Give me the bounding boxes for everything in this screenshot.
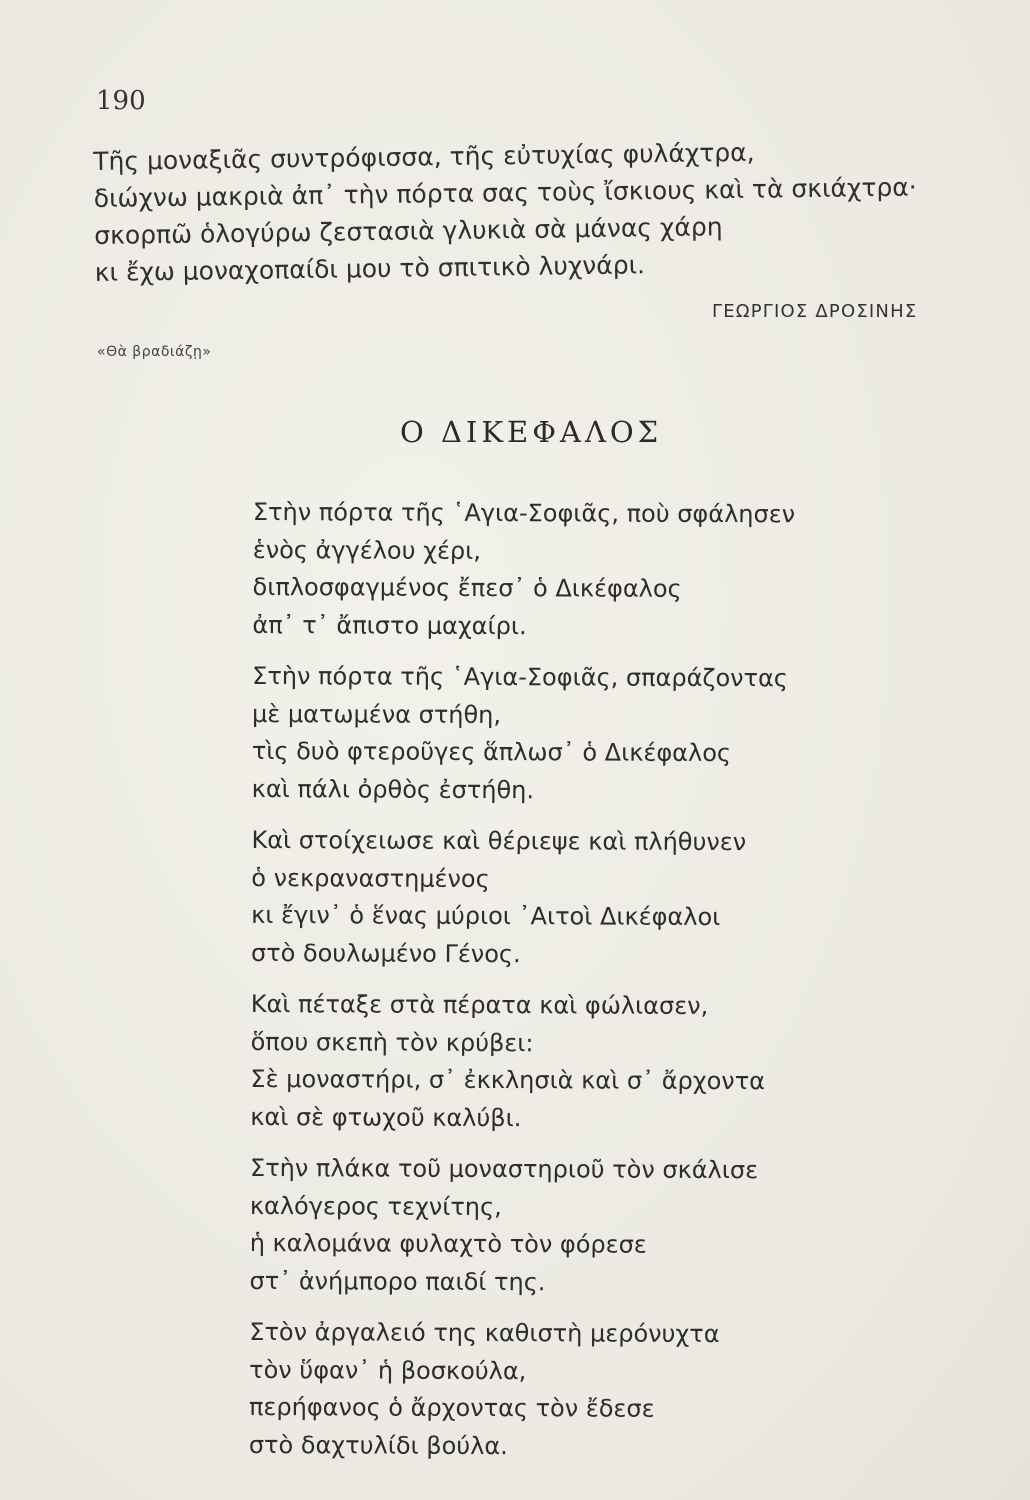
poem-body — [249, 494, 953, 1481]
verse-line: Στὴν πόρτα τῆς ῾Αγια-Σοφιᾶς, ποὺ σφάλησεν — [252, 497, 796, 529]
verse-line: μὲ ματωμένα στήθη, — [251, 699, 502, 729]
verse-line: Στὴν πλάκα τοῦ μοναστηριοῦ τὸν σκάλισε — [249, 1153, 759, 1185]
previous-poem-ending — [93, 132, 918, 291]
verse-line: στ᾿ ἀνήμπορο παιδί της. — [249, 1266, 546, 1296]
poem-title: Ο ΔΙΚΕΦΑΛΟΣ — [400, 415, 663, 449]
stanza — [249, 1314, 950, 1467]
stanza — [252, 494, 953, 647]
page-number: 190 — [96, 86, 146, 116]
previous-poem-line: σκορπῶ ὁλογύρω ζεστασιὰ γλυκιὰ σὰ μάνας χάρη — [94, 212, 723, 250]
verse-line: τὶς δυὸ φτεροῦγες ἅπλωσ᾿ ὁ Δικέφαλος — [251, 736, 732, 768]
verse-line: τὸν ὕφαν᾿ ἡ βοσκούλα, — [249, 1355, 527, 1385]
author-signature: ΓΕΩΡΓΙΟΣ ΔΡΟΣΙΝΗΣ — [712, 301, 918, 322]
verse-line: Σὲ μοναστήρι, σ᾿ ἐκκλησιὰ καὶ σ᾿ ἄρχοντα — [250, 1064, 766, 1096]
verse-line: κι ἔγιν᾿ ὁ ἕνας μύριοι ᾿Αιτοὶ Δικέφαλοι — [251, 900, 721, 932]
verse-line: καὶ πάλι ὀρθὸς ἐστήθη. — [251, 774, 535, 804]
previous-poem-line: διώχνω μακριὰ ἀπ᾿ τὴν πόρτα σας τοὺς ἴσκιους καὶ τὰ σκιάχτρα· — [93, 172, 917, 213]
verse-line: καὶ σὲ φτωχοῦ καλύβι. — [250, 1102, 522, 1132]
verse-line: Στὸν ἀργαλειό της καθιστὴ μερόνυχτα — [249, 1317, 720, 1349]
previous-poem-line: κι ἔχω μοναχοπαίδι μου τὸ σπιτικὸ λυχνάρι. — [94, 250, 646, 287]
stanza — [252, 658, 953, 811]
verse-line: ἡ καλομάνα φυλαχτὸ τὸν φόρεσε — [249, 1228, 647, 1259]
stanza — [251, 822, 952, 975]
verse-line: καλόγερος τεχνίτης, — [249, 1191, 502, 1221]
source-reference: «Θὰ βραδιάζῃ» — [97, 344, 212, 360]
verse-line: ἑνὸς ἀγγέλου χέρι, — [252, 535, 482, 565]
verse-line: διπλοσφαγμένος ἔπεσ᾿ ὁ Δικέφαλος — [252, 572, 682, 603]
verse-line: Στὴν πόρτα τῆς ῾Αγια-Σοφιᾶς, σπαράζοντας — [252, 661, 788, 693]
verse-line: ὅπου σκεπὴ τὸν κρύβει: — [250, 1027, 534, 1057]
verse-line: ὁ νεκραναστημένος — [251, 863, 490, 893]
verse-line: περήφανος ὁ ἄρχοντας τὸν ἔδεσε — [248, 1392, 655, 1423]
verse-line: στὸ δαχτυλίδι βούλα. — [248, 1430, 508, 1460]
stanza — [249, 1150, 950, 1303]
verse-line: Καὶ στοίχειωσε καὶ θέριεψε καὶ πλήθυνεν — [251, 825, 747, 857]
verse-line: στὸ δουλωμένο Γένος. — [250, 938, 521, 968]
verse-line: ἀπ᾿ τ᾿ ἄπιστο μαχαίρι. — [252, 610, 527, 640]
verse-line: Καὶ πέταξε στὰ πέρατα καὶ φώλιασεν, — [250, 989, 709, 1020]
stanza — [250, 986, 951, 1139]
previous-poem-line: Τῆς μοναξιᾶς συντρόφισσα, τῆς εὐτυχίας φυλάχτρα, — [93, 137, 755, 176]
